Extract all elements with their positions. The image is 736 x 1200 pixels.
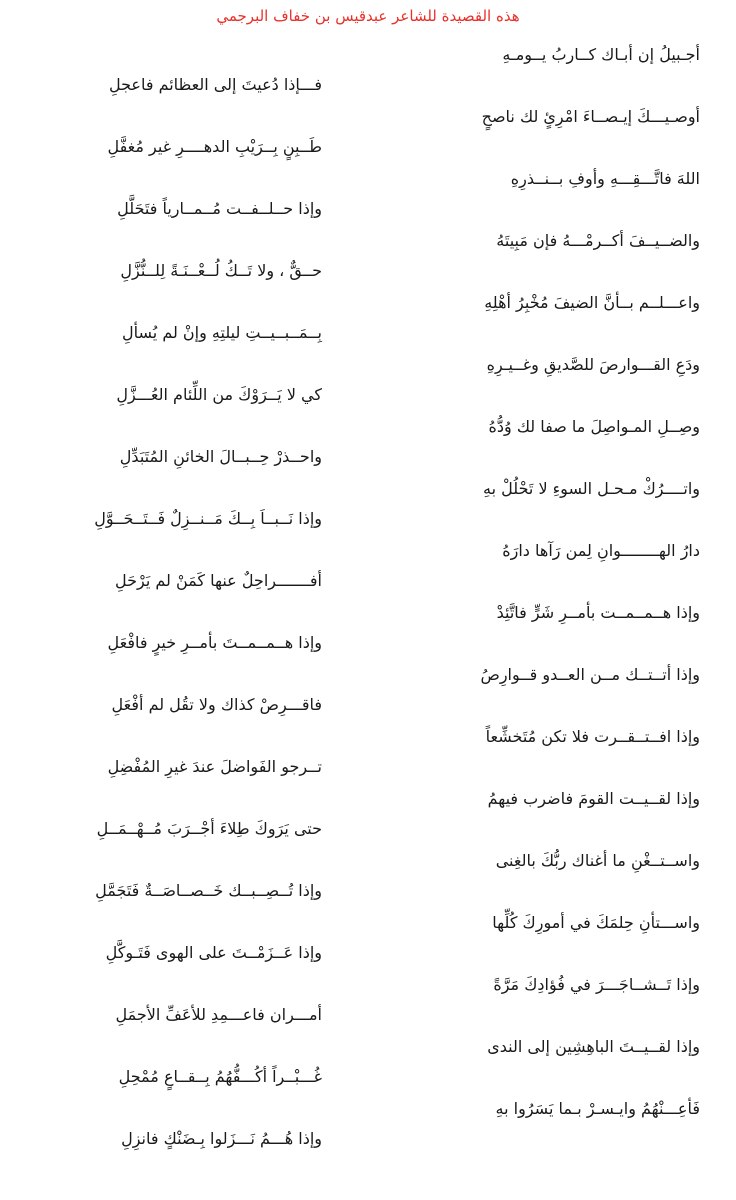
verse-second-half: غُـــبْــراً أكُـــفُّهُمُ بِــقــاعٍ مُمْحِلِ — [118, 1067, 322, 1086]
verse-first-half: ودَعِ القـــوارصَ للصَّديقِ وغــيـرِهِ — [486, 355, 700, 374]
verse-second-half: واحــذرْ حِــبــالَ الخائنِ المُتَبَدِّلِ — [119, 447, 322, 466]
verse-first-half: فَأعِـــنْهُمُ وايـسـرْ بـما يَسَرُوا بهِ — [495, 1099, 700, 1118]
verse-second-half: كي لا يَــرَوْكَ من اللِّئام العُـــزَّلِ — [116, 385, 322, 404]
verse-second-half: وإذا تُــصِــبــك خَــصــاصَــةٌ فَتَجَمَّلِ — [95, 881, 322, 900]
poem-title: هذه القصيدة للشاعر عبدقيس بن خفاف البرجمي — [216, 7, 520, 25]
verse-second-half: حتى يَرَوكَ طِلاءَ أجْــرَبَ مُــهْــمَــلِ — [96, 819, 322, 838]
verse-first-half: واســتــغْنِ ما أغناك ربُّكَ بالغِنى — [495, 851, 700, 870]
verse-second-half: وإذا عَــزَمْــتَ على الهوى فَتَـوكَّلِ — [105, 943, 322, 962]
verse-first-half: وإذا لقــيــت القومَ فاضرب فيهمُ — [487, 789, 700, 808]
verse-second-half: وإذا نَــبــاَ بِــكَ مَــنــزِلٌ فَــتَــحَــوَّلِ — [94, 509, 322, 528]
verse-first-half: واتــــرُكْ مـحـل السوءِ لا تَحْلُلْ بهِ — [483, 479, 700, 498]
verse-first-half: وإذا افــتــقــرت فلا تكن مُتَخشِّعاً — [485, 727, 700, 746]
verse-second-half: فاقـــرِصْ كذاك ولا تقُل لم أفْعَلِ — [111, 695, 322, 714]
verse-first-half: وإذا أتــتــك مــن العــدو قــوارِصُ — [480, 665, 700, 684]
verse-first-half: واعـــلــم بــأنَّ الضيفَ مُخْبِرُ أهْلِهِ — [484, 293, 700, 312]
verse-first-half: دارُ الهــــــــوانِ لِمن رَآها دارَهُ — [502, 541, 700, 560]
verse-first-half: والضــيــفَ أكــرمْـــهُ فإن مَبِيتَهُ — [496, 231, 700, 250]
verse-second-half: تــرجو الفَواضلَ عندَ غيرِ المُفْضِلِ — [107, 757, 322, 776]
verse-first-half: وإذا لقــيــتَ الباهِشِين إلى الندى — [487, 1037, 700, 1056]
verse-first-half: وإذا تَــشــاجَـــرَ في فُؤادِكَ مَرَّةً — [493, 975, 700, 994]
verse-second-half: بِــمَــبــيــتِ ليلتِهِ وإنْ لم يُسألِ — [122, 323, 322, 342]
verse-first-half: أجـبيلُ إن أبـاك كــاربُ يــومـهِ — [502, 45, 700, 64]
verse-first-half: واســـتأنِ حِلمَكَ في أمورِكَ كُلِّها — [492, 913, 700, 932]
verse-first-half: اللهَ فاتَّـــقِـــهِ وأوفِ بــنــذرِهِ — [510, 169, 700, 188]
verse-second-half: وإذا هــمــمــتَ بأمــرِ خيرٍ فافْعَلِ — [107, 633, 322, 652]
verse-second-half: وإذا هُـــمُ نَـــزَلوا بِـضَنْكٍ فانزِلِ — [121, 1129, 322, 1148]
verse-second-half: أمـــران فاعـــمِدِ للأعَفِّ الأجمَلِ — [115, 1005, 322, 1024]
verse-first-half: وإذا هــمــمــت بأمــرِ شَرٍّ فاتَّئِدْ — [496, 603, 700, 622]
verse-second-half: حــقٌّ ، ولا تَــكُ لُــعْــنَـةً لِلــنُّزَّلِ — [120, 261, 322, 280]
second-hemistichs-column — [0, 41, 322, 1157]
verse-second-half: فـــإذا دُعيتَ إلى العظائم فاعجلِ — [108, 75, 322, 94]
verse-second-half: طَــبِنٍ بِــرَيْبِ الدهــــرِ غير مُغفَّلِ — [107, 137, 322, 156]
verse-first-half: أوصـيـــكَ إيـصــاءَ امْرِئٍ لك ناصحٍ — [481, 107, 700, 126]
first-hemistichs-column — [370, 41, 700, 1157]
verse-first-half: وصِــلِ المـواصِلَ ما صفا لك وُدُّهُ — [488, 417, 700, 436]
verse-second-half: وإذا حــلــفــت مُــمــارياً فتَحَلَّلِ — [117, 199, 322, 218]
verse-second-half: أفـــــــراحِلٌ عنها كَمَنْ لم يَرْحَلِ — [114, 571, 322, 590]
